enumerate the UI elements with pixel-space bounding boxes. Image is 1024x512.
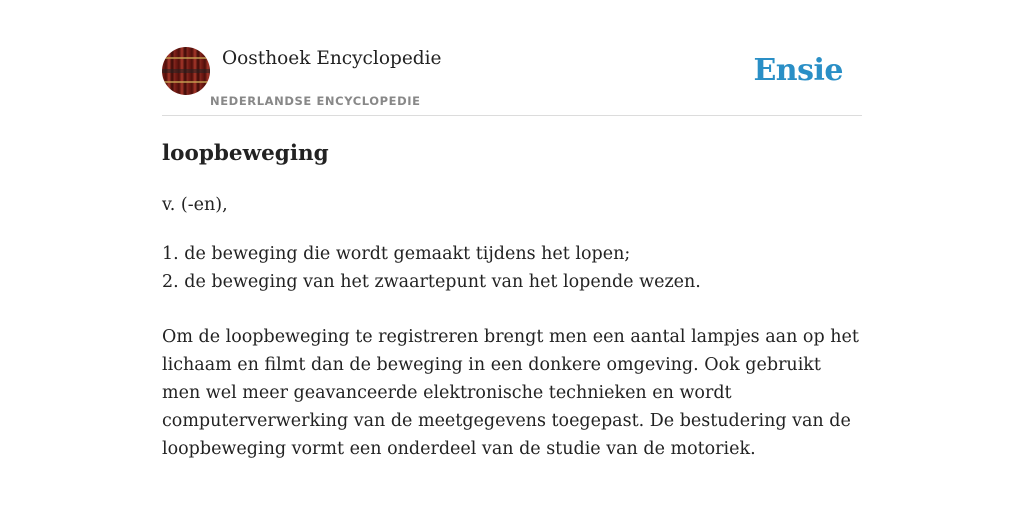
encyclopedia-books-icon[interactable] (162, 47, 210, 95)
brand-logo-link[interactable]: Ensie (753, 53, 843, 88)
site-subtitle: NEDERLANDSE ENCYCLOPEDIE (210, 94, 421, 108)
site-title-link[interactable]: Oosthoek Encyclopedie (222, 48, 442, 69)
definition-item: 2. de beweging van het zwaartepunt van het lopende wezen. (162, 272, 701, 292)
entry-body-text: Om de loopbeweging te registreren brengt men een aantal lampjes aan op het lichaam en filmt dan de beweging in een donkere omgeving. Ook gebruikt men wel meer geavanceerde elektronische technieken en wordt computerverwerking van de meetgegevens toegepast. De bestudering van de loopbeweging vormt een onderdeel van de studie van de motoriek. (162, 327, 859, 459)
site-header (162, 46, 862, 116)
grammar-info: v. (-en), (162, 195, 228, 215)
definition-item: 1. de beweging die wordt gemaakt tijdens het lopen; (162, 244, 631, 264)
definition-list (162, 240, 862, 296)
entry-title: loopbeweging (162, 141, 329, 166)
